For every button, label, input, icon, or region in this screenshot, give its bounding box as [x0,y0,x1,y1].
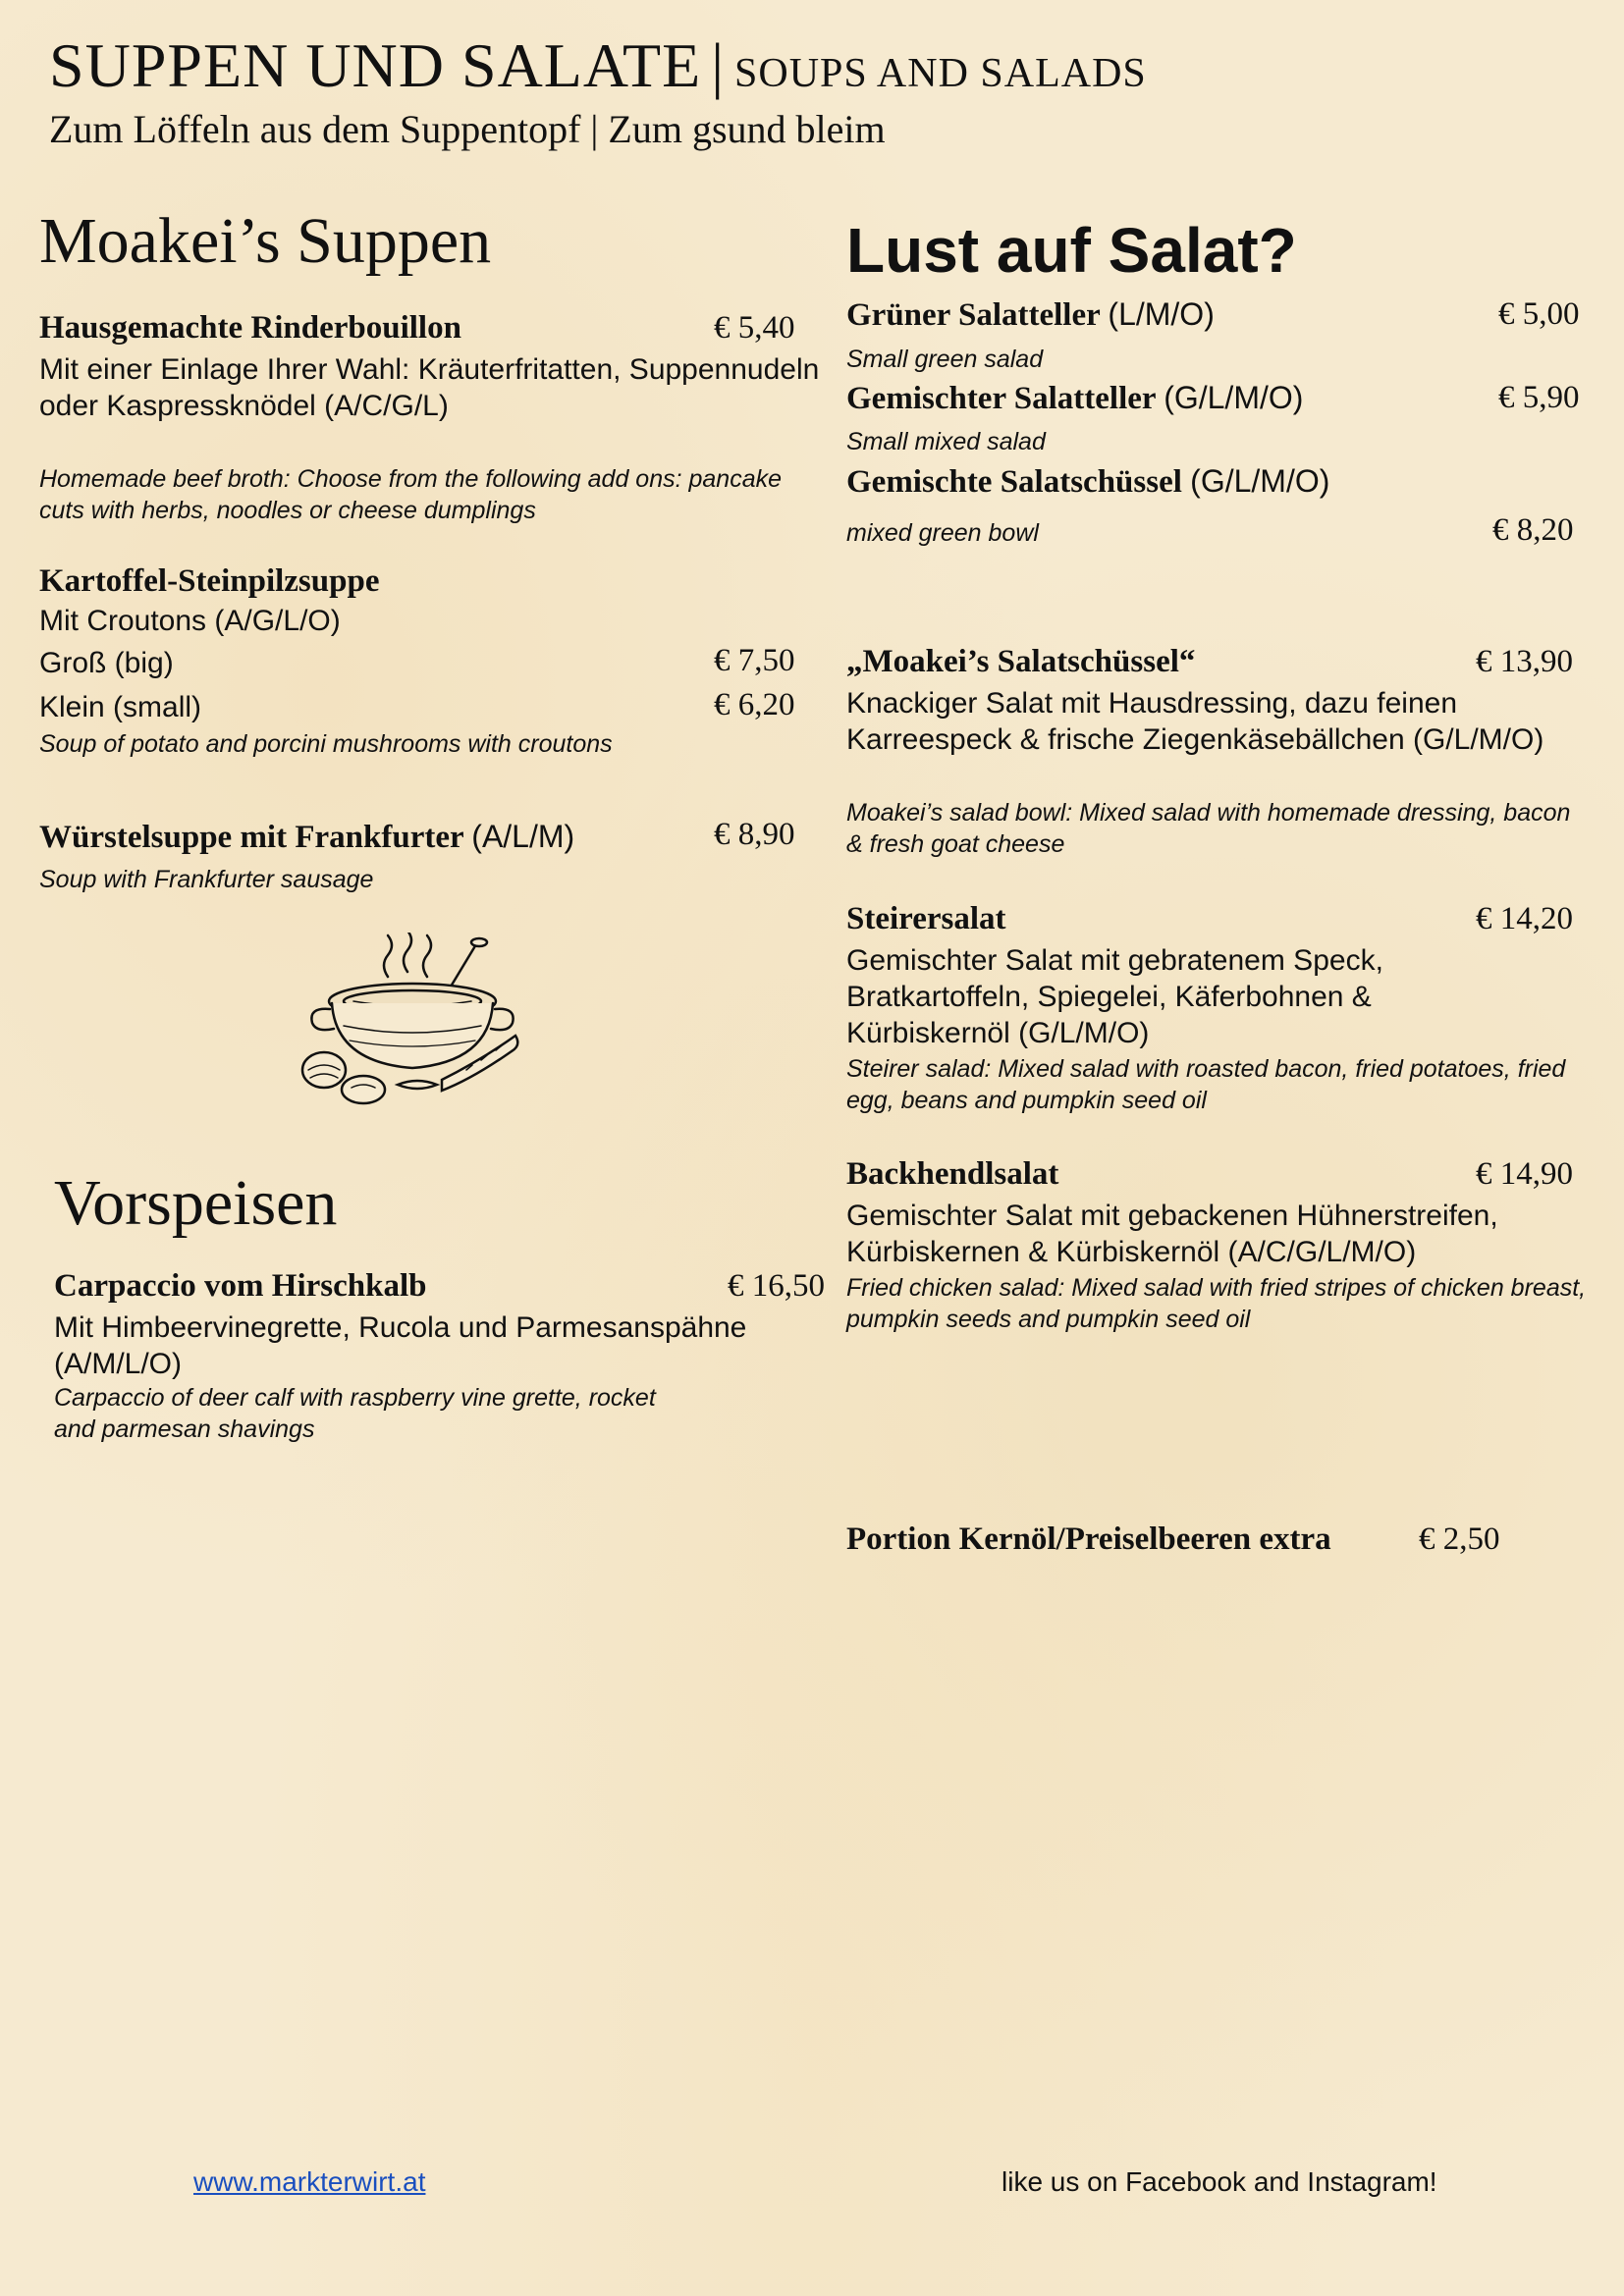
salad-5-description: Gemischter Salat mit gebratenem Speck, Bratkartoffeln, Spiegelei, Käferbohnen & Kürbiskernöl (G/L/M/O) [846,944,1383,1049]
salad-1-english: Small green salad [846,346,1044,373]
salad-1-allergens: (L/M/O) [1108,296,1215,332]
soups-heading: Moakei’s Suppen [39,205,492,277]
starter-1-price: € 16,50 [728,1268,825,1304]
soup-1-english: Homemade beef broth: Choose from the following add ons: pancake cuts with herbs, noodles or cheese dumplings [39,465,783,524]
salad-5-title: Steirersalat [846,901,1006,936]
salad-4-description: Knackiger Salat mit Hausdressing, dazu feinen Karreespeck & frische Ziegenkäsebällchen (G/L/M/O) [846,687,1544,756]
soup-1-description: Mit einer Einlage Ihrer Wahl: Kräuterfritatten, Suppennudeln oder Kaspressknödel (A/C/G/L) [39,353,820,422]
salads-heading: Lust auf Salat? [846,215,1297,286]
starter-1-english: Carpaccio of deer calf with raspberry vine grette, rocket and parmesan shavings [54,1384,656,1443]
extra-title: Portion Kernöl/Preiselbeeren extra [846,1522,1331,1557]
salad-6-english: Fried chicken salad: Mixed salad with fried stripes of chicken breast, pumpkin seeds and pumpkin seed oil [846,1274,1587,1333]
salad-6-title: Backhendlsalat [846,1156,1059,1192]
salad-3-english: mixed green bowl [846,519,1039,547]
title-german: SUPPEN UND SALATE [49,30,702,100]
website-link[interactable]: www.markterwirt.at [193,2166,426,2197]
salad-4-title: „Moakei’s Salatschüssel“ [846,644,1196,679]
salad-2-allergens: (G/L/M/O) [1164,380,1304,415]
social-media-note: like us on Facebook and Instagram! [1001,2166,1437,2197]
salad-3-price: € 8,20 [1492,512,1574,548]
extra-price: € 2,50 [1419,1522,1500,1557]
salad-6-description: Gemischter Salat mit gebackenen Hühnerstreifen, Kürbiskernen & Kürbiskernöl (A/C/G/L/M/O) [846,1200,1498,1268]
salad-1-title: Grüner Salatteller (L/M/O) [846,296,1215,333]
salad-3-allergens: (G/L/M/O) [1190,463,1330,499]
soup-2-variant-small: Klein (small) [39,691,202,723]
salad-6-price: € 14,90 [1476,1156,1573,1192]
soup-1-price: € 5,40 [714,310,795,346]
salad-5-english: Steirer salad: Mixed salad with roasted bacon, fried potatoes, fried egg, beans and pumpkin seed oil [846,1055,1566,1114]
salad-5-price: € 14,20 [1476,901,1573,936]
soup-3-allergens: (A/L/M) [471,819,575,854]
soup-2-price-small: € 6,20 [714,687,795,722]
soup-3-title: Würstelsuppe mit Frankfurter (A/L/M) [39,819,575,855]
salad-2-title: Gemischter Salatteller (G/L/M/O) [846,380,1304,416]
title-english: SOUPS AND SALADS [734,51,1147,96]
soup-2-price-big: € 7,50 [714,643,795,678]
soup-2-title: Kartoffel-Steinpilzsuppe [39,563,380,599]
starter-1-title: Carpaccio vom Hirschkalb [54,1268,427,1304]
starter-1-description: Mit Himbeervinegrette, Rucola und Parmesanspähne (A/M/L/O) [54,1311,747,1380]
salad-4-price: € 13,90 [1476,644,1573,679]
salad-1-price: € 5,00 [1498,296,1580,332]
page-title [49,29,1147,102]
soup-2-english: Soup of potato and porcini mushrooms with croutons [39,730,613,758]
soup-pot-icon [295,933,530,1109]
salad-2-english: Small mixed salad [846,428,1046,455]
salad-3-title: Gemischte Salatschüssel (G/L/M/O) [846,463,1330,500]
soup-3-english: Soup with Frankfurter sausage [39,866,374,893]
page-subtitle: Zum Löffeln aus dem Suppentopf | Zum gsund bleim [49,107,886,151]
soup-3-price: € 8,90 [714,817,795,852]
starters-heading: Vorspeisen [54,1167,338,1239]
salad-4-english: Moakei’s salad bowl: Mixed salad with homemade dressing, bacon & fresh goat cheese [846,799,1571,858]
soup-2-description: Mit Croutons (A/G/L/O) [39,605,341,637]
title-separator: | [711,30,725,100]
soup-2-variant-big: Groß (big) [39,647,174,679]
salad-2-price: € 5,90 [1498,380,1580,415]
soup-1-title: Hausgemachte Rinderbouillon [39,310,461,346]
